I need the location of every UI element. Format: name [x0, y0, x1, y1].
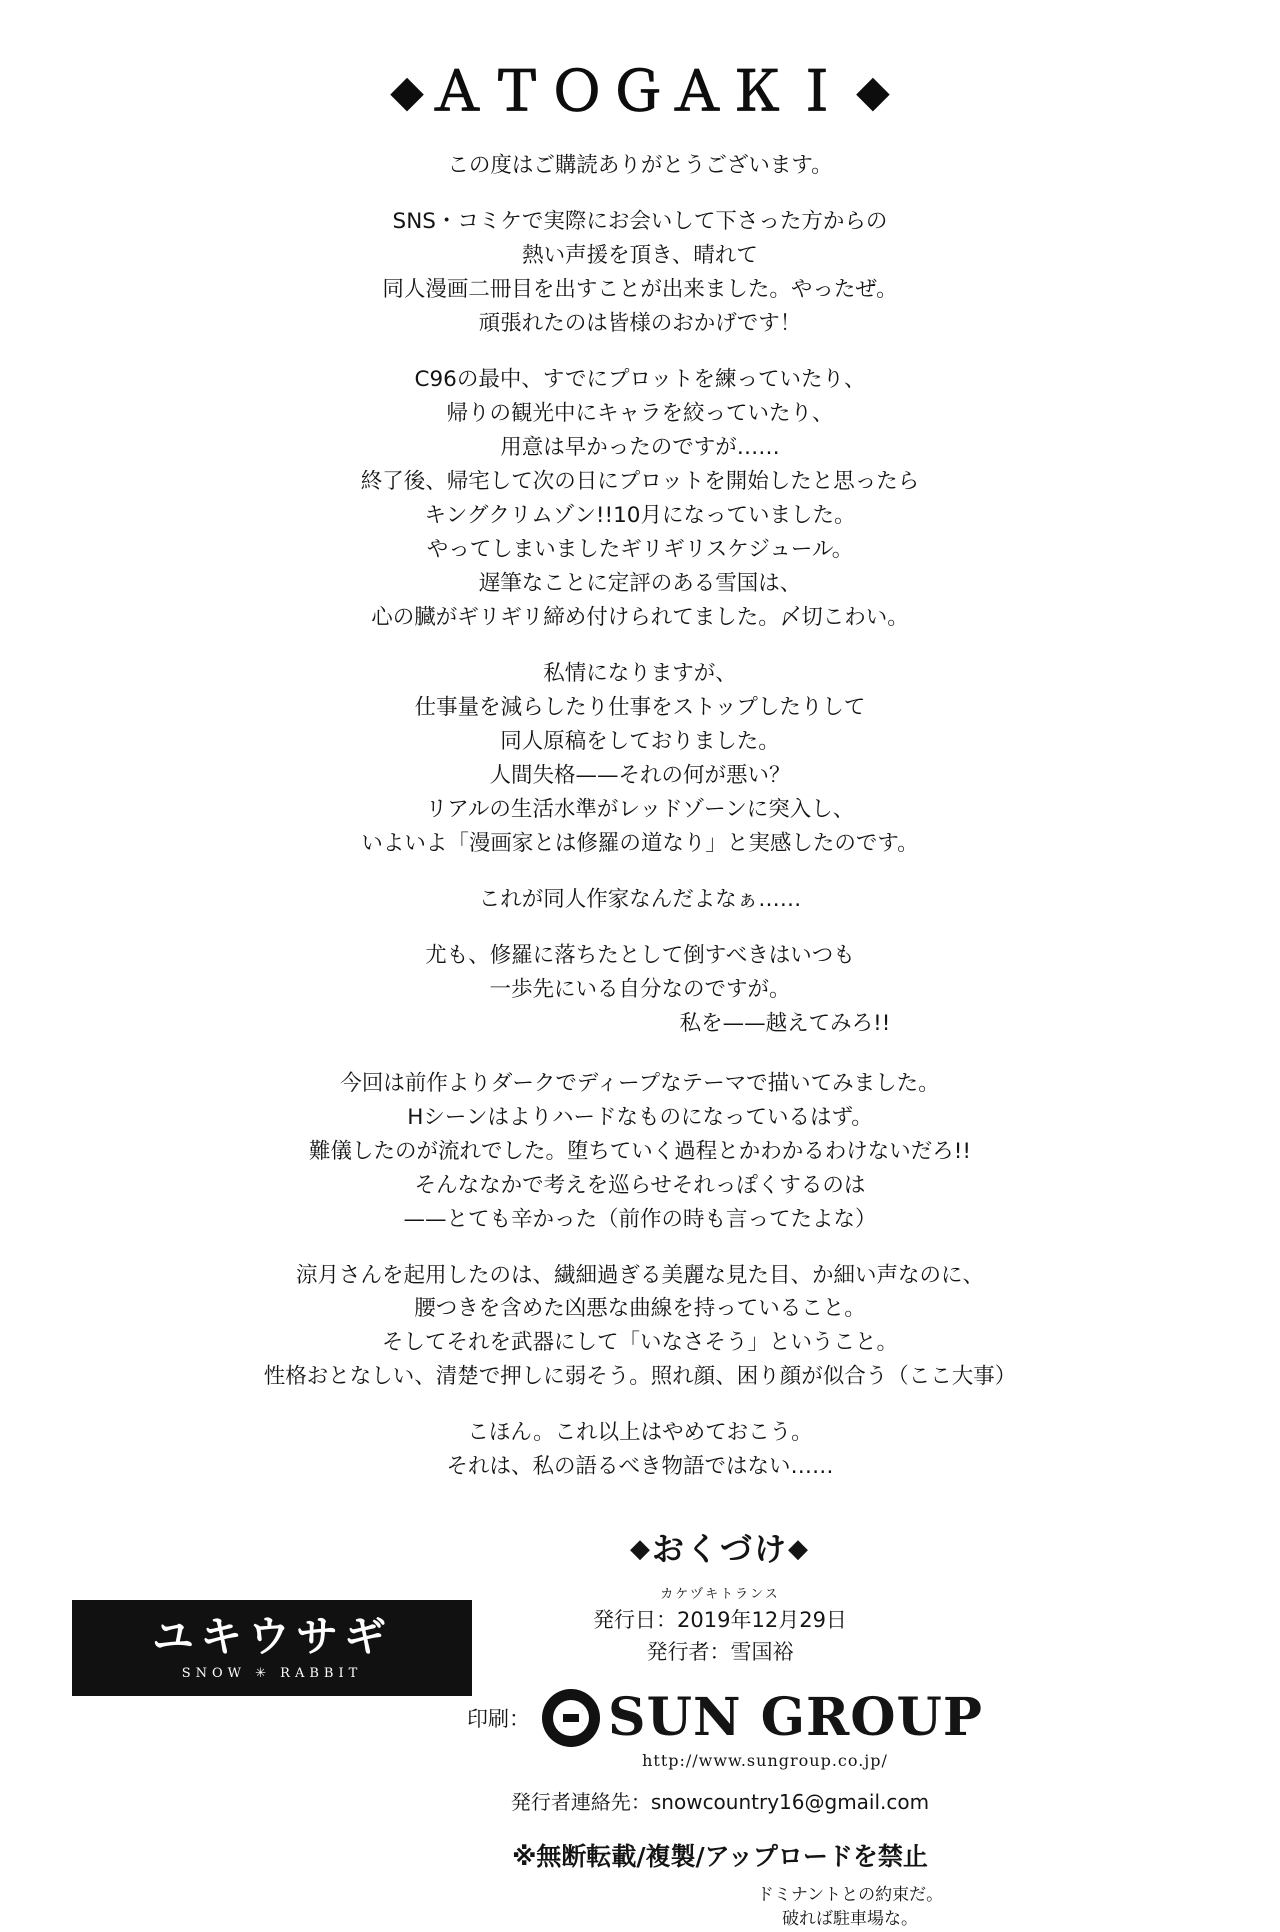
text-line: 用意は早かったのですが……: [500, 435, 780, 461]
text-line: 仕事量を減らしたり仕事をストップしたりして: [414, 694, 866, 720]
text-line: 帰りの観光中にキャラを絞っていたり、: [446, 401, 834, 427]
paragraph: [140, 1067, 1140, 1237]
text-line: 頑張れたのは皆様のおかげです！: [478, 311, 802, 337]
small-note-line-1: ドミナントとの約束だ。: [756, 1884, 944, 1905]
paragraph: [140, 1416, 1140, 1484]
text-line: いよいよ「漫画家とは修羅の道なり」と実感したのです。: [361, 830, 919, 856]
text-line: SNS・コミケで実際にお会いして下さった方からの: [392, 209, 888, 235]
text-line: 同人漫画二冊目を出すことが出来ました。やったぜ。: [382, 277, 898, 303]
text-line: こほん。これ以上はやめておこう。: [467, 1420, 813, 1446]
text-line: この度はご購読ありがとうございます。: [447, 153, 833, 179]
text-line: Hシーンはよりハードなものになっているはず。: [407, 1104, 873, 1130]
text-line: 性格おとなしい、清楚で押しに弱そう。照れ顔、困り顔が似合う（ここ大事）: [263, 1364, 1017, 1390]
printer-row: [0, 1686, 1280, 1748]
text-line: C96の最中、すでにプロットを練っていたり、: [414, 367, 866, 393]
text-line: 今回は前作よりダークでディープなテーマで描いてみました。: [340, 1070, 940, 1096]
paragraph: [140, 883, 1140, 917]
text-line: キングクリムゾン!!10月になっていました。: [424, 503, 856, 529]
circle-logo-subtitle: SNOW ✳ RABBIT: [181, 1665, 363, 1681]
text-line: それは、私の語るべき物語ではない……: [446, 1454, 834, 1480]
paragraph: [140, 149, 1140, 183]
diamond-right-icon: ◆: [788, 1534, 810, 1565]
text-line: 同人原稿をしておりました。: [500, 728, 780, 754]
text-line: 難儀したのが流れでした。堕ちていく過程とかわかるわけないだろ!!: [308, 1138, 972, 1164]
title-ruby: カケヅキトランス: [660, 1587, 780, 1603]
paragraph: [140, 205, 1140, 341]
printer-url: http://www.sungroup.co.jp/: [642, 1750, 888, 1770]
text-line: 人間失格——それの何が悪い？: [489, 762, 791, 788]
text-line: これが同人作家なんだよなぁ……: [478, 886, 802, 912]
text-line: 終了後、帰宅して次の日にプロットを開始したと思ったら: [360, 469, 920, 495]
afterword-body: [140, 149, 1140, 1484]
diamond-left-icon: ◆: [629, 1534, 652, 1565]
text-line: 心の臓がギリギリ締め付けられてました。〆切こわい。: [371, 605, 909, 631]
small-note-line-2: 破れば駐車場な。: [782, 1909, 918, 1930]
paragraph: [140, 1259, 1140, 1395]
paragraph: [140, 939, 1140, 1041]
text-line: 涼月さんを起用したのは、繊細過ぎる美麗な見た目、か細い声なのに、: [295, 1262, 984, 1288]
sun-group-logo-icon: [542, 1689, 600, 1747]
circle-logo: [72, 1600, 472, 1696]
printer-name: SUN GROUP: [608, 1686, 983, 1748]
doujin-afterword-page: [0, 60, 1280, 1930]
diamond-right-icon: ◆: [856, 66, 890, 117]
text-line: 腰つきを含めた凶悪な曲線を持っていること。: [414, 1296, 866, 1322]
colophon-heading-text: おくづけ: [651, 1530, 788, 1569]
text-line-emphasis: 私を——越えてみろ!!: [679, 1010, 891, 1036]
copyright-notice: ※無断転載/複製/アップロードを禁止: [512, 1841, 928, 1871]
small-note: [0, 1883, 1280, 1932]
circle-logo-name: ユキウサギ: [151, 1611, 392, 1661]
publish-date: 発行日：2019年12月29日: [593, 1607, 847, 1632]
contact-email: 発行者連絡先：snowcountry16@gmail.com: [510, 1789, 930, 1814]
colophon-heading: [0, 1524, 1280, 1570]
text-line: 一歩先にいる自分なのですが。: [489, 976, 791, 1002]
text-line: そんななかで考えを巡らせそれっぽくするのは: [414, 1172, 866, 1198]
publisher-name: 発行者：雪国裕: [646, 1640, 794, 1665]
diamond-left-icon: ◆: [390, 66, 424, 117]
page-title: [0, 62, 1280, 121]
text-line: リアルの生活水準がレッドゾーンに突入し、: [425, 796, 855, 822]
text-line: そしてそれを武器にして「いなさそう」ということ。: [381, 1330, 898, 1356]
printer-label: 印刷：: [467, 1706, 531, 1731]
text-line: 私情になりますが、: [543, 660, 737, 686]
text-line: 熱い声援を頂き、晴れて: [522, 243, 758, 269]
page-title-text: ＡＴＯＧＡＫＩ: [430, 60, 850, 123]
text-line: 遅筆なことに定評のある雪国は、: [478, 571, 802, 597]
text-line: 尤も、修羅に落ちたとして倒すべきはいつも: [425, 942, 855, 968]
paragraph: [140, 363, 1140, 635]
text-line: やってしまいましたギリギリスケジュール。: [426, 537, 854, 563]
paragraph: [140, 657, 1140, 861]
text-line: ——とても辛かった（前作の時も言ってたよな）: [403, 1206, 877, 1232]
